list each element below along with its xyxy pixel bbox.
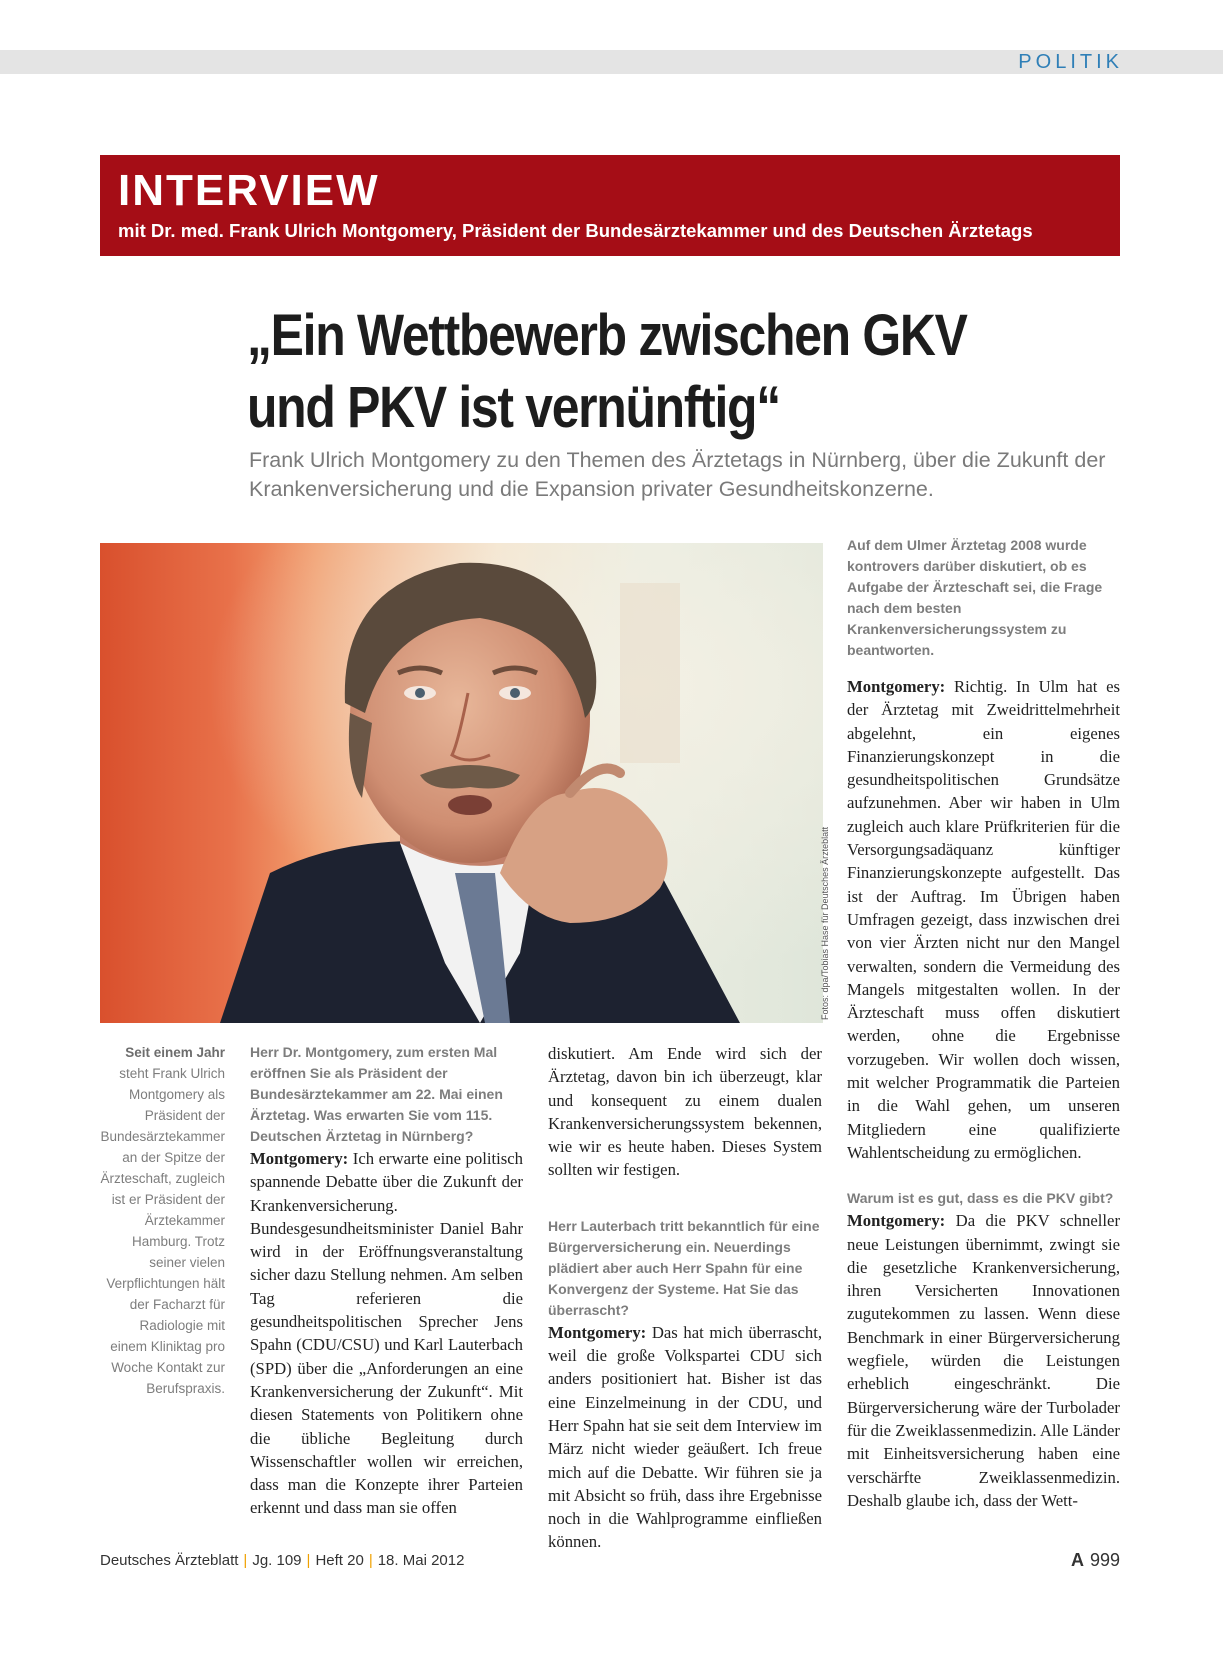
footer-volume: Jg. 109 bbox=[252, 1552, 302, 1569]
answer-2 bbox=[548, 1321, 822, 1554]
photo-caption bbox=[100, 1042, 225, 1399]
caption-lead: Seit einem Jahr bbox=[125, 1045, 225, 1060]
portrait-illustration bbox=[100, 543, 823, 1023]
answer-1 bbox=[250, 1147, 523, 1520]
answer-3 bbox=[847, 675, 1120, 1164]
question-4: Warum ist es gut, dass es die PKV gibt? bbox=[847, 1190, 1114, 1207]
speaker-label: Montgomery: bbox=[847, 677, 946, 696]
page-number bbox=[1071, 1550, 1120, 1571]
answer-3-text: Richtig. In Ulm hat es der Ärztetag mit Zweidrittelmehrheit abgelehnt, ein eigenes Finanzierungskonzept in die gesundheitspolitischen Grundsätze aufzunehmen. Aber wir haben in Ulm zugleich auch klare Prüfkriterien für die Versorgungsadäquanz künftiger Finanzierungskonzepte aufgestellt. Das ist der Auftrag. Im Übrigen haben Umfragen gezeigt, dass inzwischen drei von vier Ärzten nicht nur den Mangel verwalten, sondern die Vermeidung des Mangels mitgestalten wollen. In der Ärzteschaft muss offen diskutiert werden, ohne die Ergebnisse vorzugeben. Wir wollen doch wissen, mit welcher Programmatik die Parteien in die Wahl gehen, um unseren Mitgliedern eine qualifizierte Wahlentscheidung zu ermöglichen. bbox=[847, 677, 1120, 1162]
question-2: Herr Lauterbach tritt bekanntlich für eine Bürgerversicherung ein. Neuerdings plädiert aber auch Herr Spahn für eine Konvergenz der Systeme. Hat Sie das überrascht? bbox=[548, 1217, 820, 1318]
answer-2-text: Das hat mich überrascht, weil die große Volkspartei CDU sich anders positioniert hat. Bisher ist das eine Einzelmeinung in der CDU, und Herr Spahn hat sie seit dem Interview im März nicht wieder geäußert. Ich freue mich auf die Debatte. Wir führen sie ja mit Absicht so früh, dass ihre Ergebnisse noch in die Wahlprogramme einfließen können. bbox=[548, 1322, 822, 1552]
footer-citation bbox=[100, 1552, 464, 1569]
speaker-label: Montgomery: bbox=[847, 1211, 946, 1231]
answer-1-text: Ich erwarte eine politisch spannende Debatte über die Zukunft der Krankenversicherung. Bundesgesundheitsminister Daniel Bahr wird in der Eröffnungsveranstaltung sicher dazu Stellung nehmen. Am selben Tag referieren die gesundheitspolitischen Sprecher Jens Spahn (CDU/CSU) und Karl Lauterbach (SPD) über die „Anforderungen an eine Krankenversicherung der Zukunft“. Mit diesen Statements von Politikern ohne die übliche Begleitung durch Wissenschaftler wollen wir erreichen, dass man die Konzepte ihrer Parteien erkennt und dass man sie offen bbox=[250, 1149, 524, 1518]
headline bbox=[247, 300, 1021, 444]
answer-4-text: Da die PKV schneller neue Leistungen übernimmt, zwingt sie die gesetzliche Krankenversicherung, ihren Versicherten Innovationen zugutekommen zu lassen. Wenn diese Benchmark in einer Bürgerversicherung wegfiele, würden die Leistungen erheblich eingeschränkt. Die Bürgerversicherung wäre der Turbolader für die Zweiklassenmedizin. Alle Länder mit Einheitsversicherung haben eine verschärfte Zweiklassenmedizin. Deshalb glaube ich, dass der Wett- bbox=[847, 1211, 1120, 1510]
footer-issue: Heft 20 bbox=[315, 1552, 364, 1569]
banner-subtitle: mit Dr. med. Frank Ulrich Montgomery, Präsident der Bundesärztekammer und des Deutschen Ärztetags bbox=[118, 220, 1033, 241]
text-column-3 bbox=[847, 535, 1120, 1512]
deck: Frank Ulrich Montgomery zu den Themen des Ärztetags in Nürnberg, über die Zukunft der Krankenversicherung und die Expansion privater Gesundheitskonzerne. bbox=[249, 448, 1106, 501]
section-rubric: POLITIK bbox=[1018, 51, 1123, 73]
photo-credit: Fotos: dpa/Tobias Hase für Deutsches Ärzteblatt bbox=[820, 826, 830, 1020]
banner-title: INTERVIEW bbox=[118, 166, 380, 215]
headline-line-1: „Ein Wettbewerb zwischen GKV bbox=[247, 303, 967, 368]
speaker-label: Montgomery: bbox=[250, 1149, 349, 1168]
page-prefix: A bbox=[1070, 1550, 1084, 1570]
text-column-2 bbox=[548, 1042, 822, 1554]
speaker-label: Montgomery: bbox=[548, 1322, 647, 1342]
portrait-photo bbox=[100, 543, 823, 1023]
footer-date: 18. Mai 2012 bbox=[377, 1552, 465, 1569]
footer-journal: Deutsches Ärzteblatt bbox=[100, 1552, 239, 1569]
answer-4 bbox=[847, 1209, 1120, 1512]
footer-separator: | bbox=[306, 1552, 311, 1569]
footer-separator: | bbox=[243, 1552, 248, 1569]
footer-separator: | bbox=[368, 1552, 373, 1569]
caption-text: steht Frank Ulrich Montgomery als Präsident der Bundesärztekammer an der Spitze der Ärzteschaft, zugleich ist er Präsident der Ärztekammer Hamburg. Trotz seiner vielen Verpflichtungen hält der Facharzt für Radiologie mit einem Kliniktag pro Woche Kontakt zur Berufspraxis. bbox=[100, 1066, 225, 1396]
question-3: Auf dem Ulmer Ärztetag 2008 wurde kontrovers darüber diskutiert, ob es Aufgabe der Ärzteschaft sei, die Frage nach dem besten Krankenversicherungssystem zu beantworten. bbox=[847, 537, 1103, 658]
interview-banner bbox=[100, 155, 1120, 256]
answer-1-continued: diskutiert. Am Ende wird sich der Ärztetag, davon bin ich überzeugt, klar und konsequent zu einem dualen Krankenversicherungssystem bekennen, wie wir es heute haben. Dieses System sollten wir festigen. bbox=[548, 1044, 822, 1180]
page-number-value: 999 bbox=[1089, 1550, 1120, 1570]
text-column-1 bbox=[250, 1042, 523, 1520]
headline-line-2: und PKV ist vernünftig“ bbox=[247, 375, 780, 440]
question-1: Herr Dr. Montgomery, zum ersten Mal eröffnen Sie als Präsident der Bundesärztekammer am 22. Mai einen Ärztetag. Was erwarten Sie vom 115. Deutschen Ärztetag in Nürnberg? bbox=[250, 1044, 503, 1144]
